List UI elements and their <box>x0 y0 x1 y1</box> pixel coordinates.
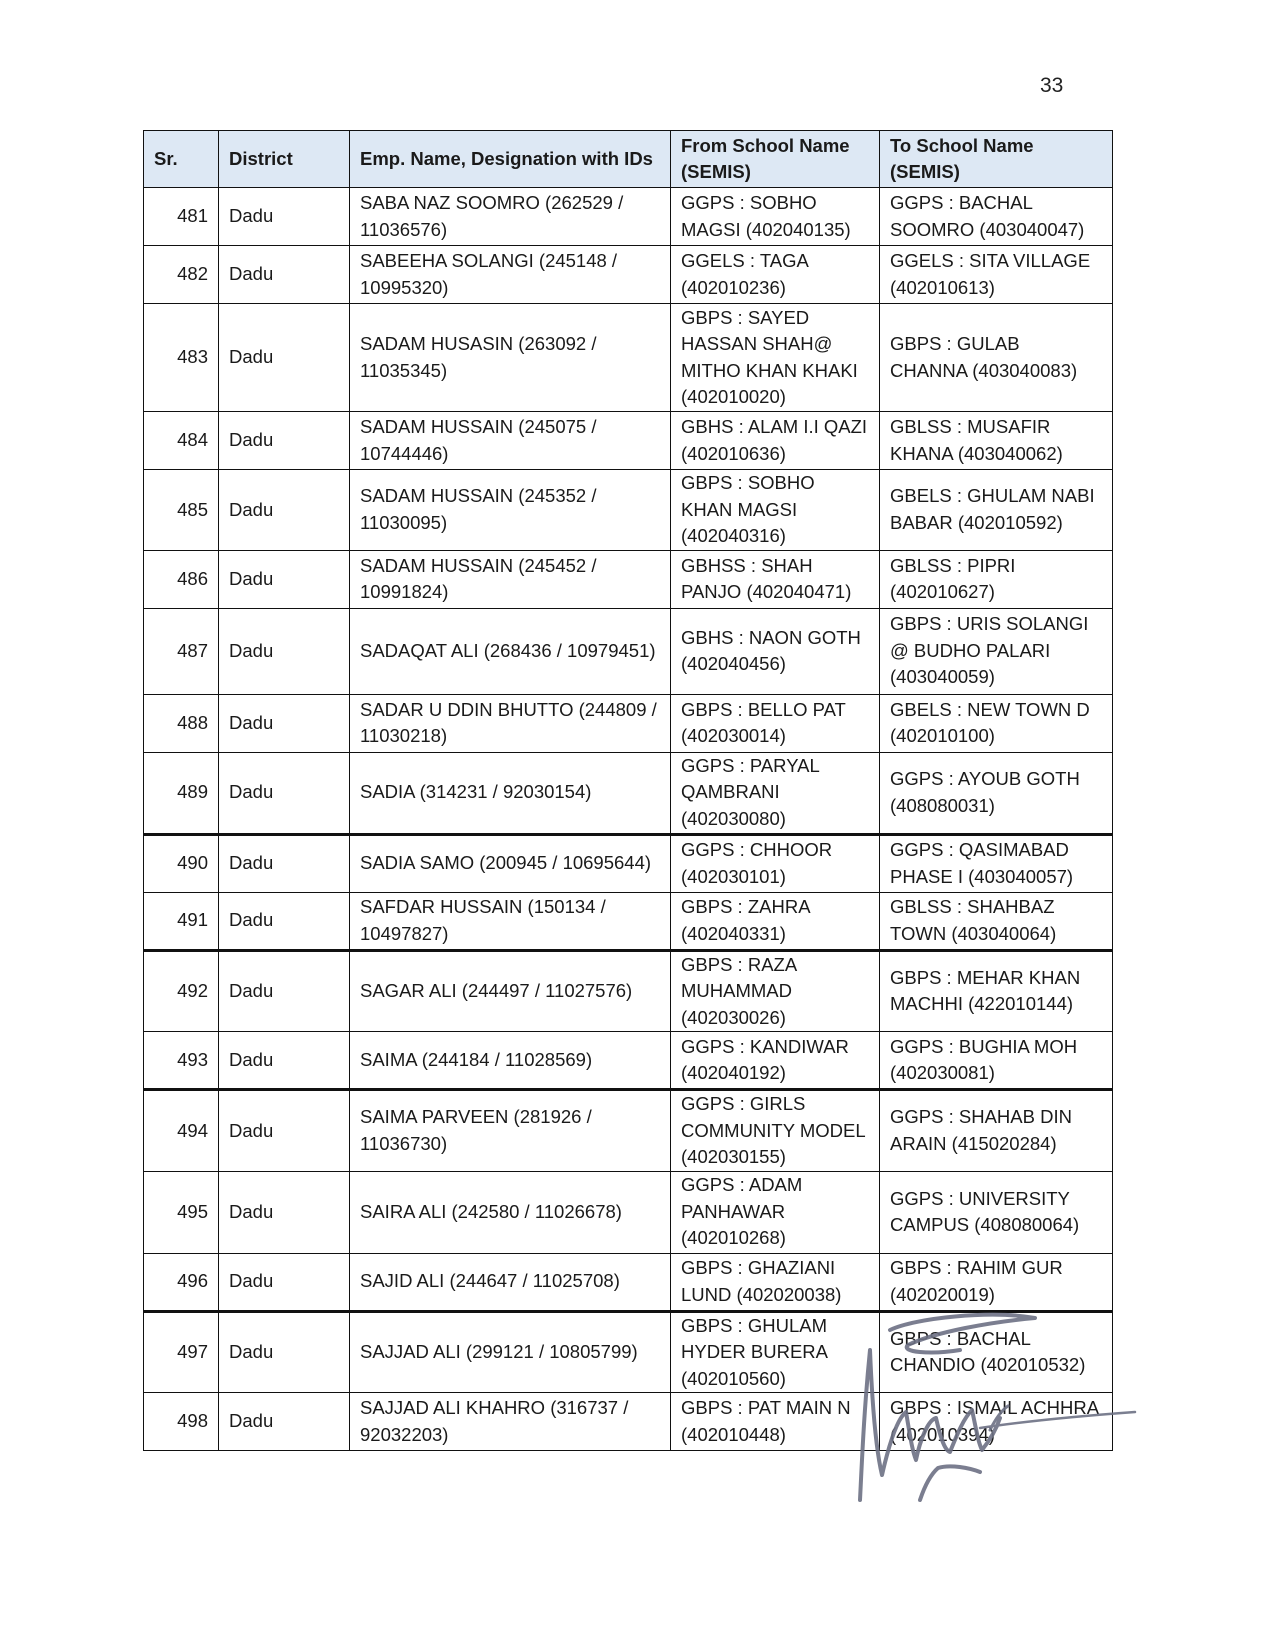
cell-from-school: GBPS : ZAHRA (402040331) <box>671 892 880 950</box>
header-sr: Sr. <box>144 131 219 188</box>
cell-from-school: GBPS : PAT MAIN N (402010448) <box>671 1393 880 1451</box>
signature-stroke <box>920 1466 980 1500</box>
cell-from-school: GBPS : SOBHO KHAN MAGSI (402040316) <box>671 470 880 551</box>
cell-from-school: GGPS : GIRLS COMMUNITY MODEL (402030155) <box>671 1090 880 1172</box>
cell-to-school: GBELS : GHULAM NABI BABAR (402010592) <box>880 470 1113 551</box>
cell-district: Dadu <box>219 950 350 1032</box>
table-row <box>144 188 1113 246</box>
cell-employee: SABA NAZ SOOMRO (262529 / 11036576) <box>350 188 671 246</box>
cell-to-school: GBPS : BACHAL CHANDIO (402010532) <box>880 1311 1113 1393</box>
cell-to-school: GGPS : QASIMABAD PHASE I (403040057) <box>880 834 1113 892</box>
cell-sr: 481 <box>144 188 219 246</box>
cell-to-school: GBLSS : PIPRI (402010627) <box>880 550 1113 608</box>
cell-district: Dadu <box>219 304 350 412</box>
cell-from-school: GBHS : NAON GOTH (402040456) <box>671 608 880 694</box>
table-row <box>144 412 1113 470</box>
table-row <box>144 752 1113 834</box>
cell-to-school: GBPS : GULAB CHANNA (403040083) <box>880 304 1113 412</box>
table-row <box>144 1171 1113 1253</box>
cell-to-school: GGPS : AYOUB GOTH (408080031) <box>880 752 1113 834</box>
cell-district: Dadu <box>219 1311 350 1393</box>
cell-district: Dadu <box>219 550 350 608</box>
table-row <box>144 1393 1113 1451</box>
cell-from-school: GBPS : RAZA MUHAMMAD (402030026) <box>671 950 880 1032</box>
cell-employee: SADIA (314231 / 92030154) <box>350 752 671 834</box>
table-row <box>144 246 1113 304</box>
header-from-school: From School Name (SEMIS) <box>671 131 880 188</box>
table-row <box>144 470 1113 551</box>
cell-to-school: GBPS : RAHIM GUR (402020019) <box>880 1253 1113 1311</box>
cell-district: Dadu <box>219 694 350 752</box>
cell-employee: SAGAR ALI (244497 / 11027576) <box>350 950 671 1032</box>
table-row <box>144 892 1113 950</box>
cell-to-school: GGPS : BUGHIA MOH (402030081) <box>880 1032 1113 1090</box>
cell-employee: SAJID ALI (244647 / 11025708) <box>350 1253 671 1311</box>
cell-employee: SAFDAR HUSSAIN (150134 / 10497827) <box>350 892 671 950</box>
cell-sr: 484 <box>144 412 219 470</box>
table-row <box>144 694 1113 752</box>
table-row <box>144 950 1113 1032</box>
cell-from-school: GGELS : TAGA (402010236) <box>671 246 880 304</box>
cell-to-school: GBLSS : SHAHBAZ TOWN (403040064) <box>880 892 1113 950</box>
table-row <box>144 1032 1113 1090</box>
table-row <box>144 608 1113 694</box>
cell-sr: 483 <box>144 304 219 412</box>
cell-sr: 497 <box>144 1311 219 1393</box>
cell-to-school: GBLSS : MUSAFIR KHANA (403040062) <box>880 412 1113 470</box>
cell-to-school: GGPS : SHAHAB DIN ARAIN (415020284) <box>880 1090 1113 1172</box>
cell-district: Dadu <box>219 1253 350 1311</box>
cell-district: Dadu <box>219 1090 350 1172</box>
cell-to-school: GGPS : UNIVERSITY CAMPUS (408080064) <box>880 1171 1113 1253</box>
cell-employee: SADAM HUSSAIN (245452 / 10991824) <box>350 550 671 608</box>
cell-to-school: GGELS : SITA VILLAGE (402010613) <box>880 246 1113 304</box>
cell-sr: 482 <box>144 246 219 304</box>
page-number: 33 <box>1040 74 1064 97</box>
table-row <box>144 834 1113 892</box>
cell-district: Dadu <box>219 246 350 304</box>
table-row <box>144 1090 1113 1172</box>
header-to-school: To School Name (SEMIS) <box>880 131 1113 188</box>
table-row <box>144 1253 1113 1311</box>
cell-from-school: GGPS : PARYAL QAMBRANI (402030080) <box>671 752 880 834</box>
table-row <box>144 304 1113 412</box>
cell-district: Dadu <box>219 608 350 694</box>
cell-employee: SAIMA (244184 / 11028569) <box>350 1032 671 1090</box>
cell-from-school: GBPS : SAYED HASSAN SHAH@ MITHO KHAN KHAKI (402010020) <box>671 304 880 412</box>
cell-to-school: GGPS : BACHAL SOOMRO (403040047) <box>880 188 1113 246</box>
cell-to-school: GBELS : NEW TOWN D (402010100) <box>880 694 1113 752</box>
table-body <box>144 188 1113 1451</box>
header-employee: Emp. Name, Designation with IDs <box>350 131 671 188</box>
cell-sr: 492 <box>144 950 219 1032</box>
cell-from-school: GGPS : CHHOOR (402030101) <box>671 834 880 892</box>
cell-sr: 485 <box>144 470 219 551</box>
cell-sr: 491 <box>144 892 219 950</box>
cell-district: Dadu <box>219 1032 350 1090</box>
cell-employee: SADAM HUSSAIN (245352 / 11030095) <box>350 470 671 551</box>
cell-sr: 493 <box>144 1032 219 1090</box>
cell-district: Dadu <box>219 1171 350 1253</box>
cell-district: Dadu <box>219 1393 350 1451</box>
cell-district: Dadu <box>219 752 350 834</box>
cell-sr: 486 <box>144 550 219 608</box>
cell-district: Dadu <box>219 188 350 246</box>
cell-from-school: GGPS : SOBHO MAGSI (402040135) <box>671 188 880 246</box>
cell-employee: SADIA SAMO (200945 / 10695644) <box>350 834 671 892</box>
cell-sr: 494 <box>144 1090 219 1172</box>
cell-district: Dadu <box>219 892 350 950</box>
cell-from-school: GGPS : ADAM PANHAWAR (402010268) <box>671 1171 880 1253</box>
cell-employee: SAIMA PARVEEN (281926 / 11036730) <box>350 1090 671 1172</box>
cell-sr: 496 <box>144 1253 219 1311</box>
cell-sr: 498 <box>144 1393 219 1451</box>
cell-district: Dadu <box>219 470 350 551</box>
cell-sr: 495 <box>144 1171 219 1253</box>
cell-employee: SADAR U DDIN BHUTTO (244809 / 11030218) <box>350 694 671 752</box>
header-district: District <box>219 131 350 188</box>
cell-employee: SADAM HUSASIN (263092 / 11035345) <box>350 304 671 412</box>
cell-employee: SAJJAD ALI (299121 / 10805799) <box>350 1311 671 1393</box>
table-row <box>144 550 1113 608</box>
cell-to-school: GBPS : MEHAR KHAN MACHHI (422010144) <box>880 950 1113 1032</box>
cell-from-school: GBPS : BELLO PAT (402030014) <box>671 694 880 752</box>
cell-employee: SADAQAT ALI (268436 / 10979451) <box>350 608 671 694</box>
cell-from-school: GGPS : KANDIWAR (402040192) <box>671 1032 880 1090</box>
cell-district: Dadu <box>219 834 350 892</box>
cell-sr: 488 <box>144 694 219 752</box>
cell-from-school: GBPS : GHULAM HYDER BURERA (402010560) <box>671 1311 880 1393</box>
transfer-table <box>143 130 1113 1451</box>
cell-to-school: GBPS : ISMAIL ACHHRA (402010394) <box>880 1393 1113 1451</box>
table-header-row <box>144 131 1113 188</box>
cell-employee: SAJJAD ALI KHAHRO (316737 / 92032203) <box>350 1393 671 1451</box>
cell-sr: 490 <box>144 834 219 892</box>
cell-district: Dadu <box>219 412 350 470</box>
cell-employee: SABEEHA SOLANGI (245148 / 10995320) <box>350 246 671 304</box>
cell-from-school: GBHS : ALAM I.I QAZI (402010636) <box>671 412 880 470</box>
cell-employee: SADAM HUSSAIN (245075 / 10744446) <box>350 412 671 470</box>
cell-to-school: GBPS : URIS SOLANGI @ BUDHO PALARI (403040059) <box>880 608 1113 694</box>
cell-employee: SAIRA ALI (242580 / 11026678) <box>350 1171 671 1253</box>
cell-sr: 489 <box>144 752 219 834</box>
table-row <box>144 1311 1113 1393</box>
cell-sr: 487 <box>144 608 219 694</box>
cell-from-school: GBHSS : SHAH PANJO (402040471) <box>671 550 880 608</box>
cell-from-school: GBPS : GHAZIANI LUND (402020038) <box>671 1253 880 1311</box>
